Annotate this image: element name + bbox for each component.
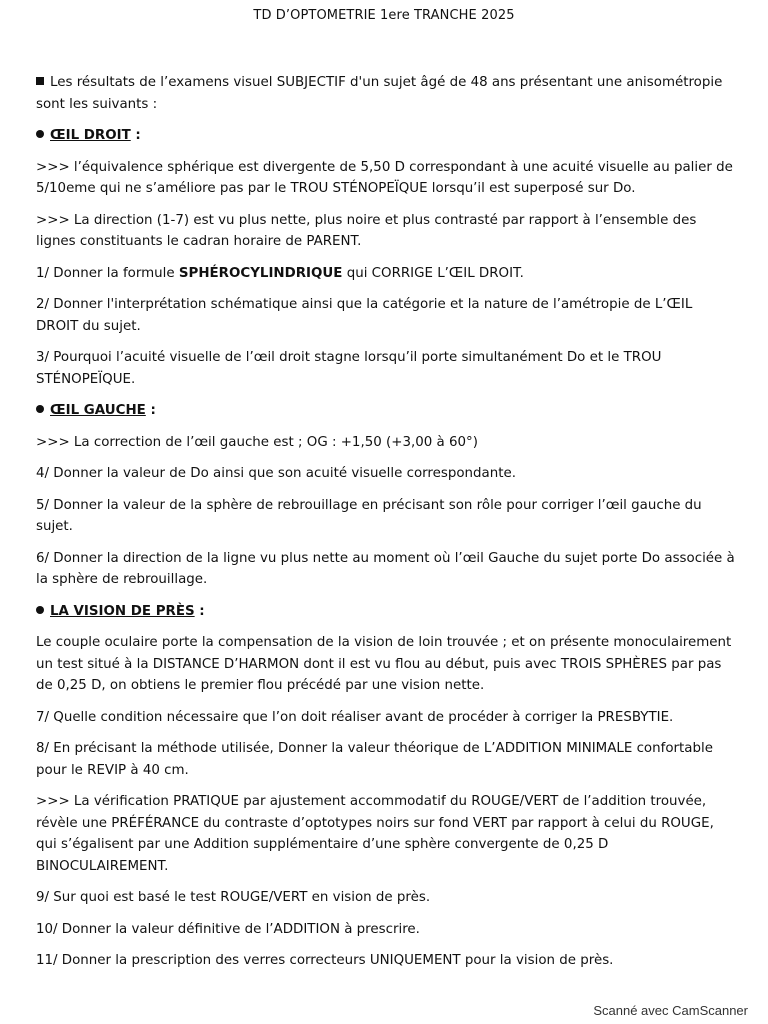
question-2: 2/ Donner l'interprétation schématique ainsi que la catégorie et la nature de l’amétropie de L’ŒIL DROIT du sujet. — [36, 297, 693, 334]
scanner-watermark: Scanné avec CamScanner — [593, 1003, 748, 1018]
question-10: 10/ Donner la valeur définitive de l’ADDITION à prescrire. — [36, 921, 420, 937]
question-7: 7/ Quelle condition nécessaire que l’on doit réaliser avant de procéder à corriger la PRESBYTIE. — [36, 709, 674, 725]
question-6: 6/ Donner la direction de la ligne vu plus nette au moment où l’œil Gauche du sujet porte Do associée à la sphère de rebrouillage. — [36, 550, 735, 587]
section-heading-oeil-gauche — [36, 400, 736, 422]
section-heading-label: LA VISION DE PRÈS — [50, 603, 195, 619]
og-statement-1: >>> La correction de l’œil gauche est ; OG : +1,50 (+3,00 à 60°) — [36, 434, 478, 450]
question-3: 3/ Pourquoi l’acuité visuelle de l’œil droit stagne lorsqu’il porte simultanément Do et le TROU STÉNOPEÏQUE. — [36, 350, 662, 387]
round-bullet-icon — [36, 606, 44, 614]
square-bullet-icon — [36, 77, 44, 85]
document-title: TD D’OPTOMETRIE 1ere TRANCHE 2025 — [253, 8, 515, 23]
section-heading-vision-de-pres — [36, 601, 736, 623]
question-1 — [36, 263, 736, 285]
question-9: 9/ Sur quoi est basé le test ROUGE/VERT en vision de près. — [36, 890, 431, 905]
od-statement-1: >>> l’équivalence sphérique est divergente de 5,50 D correspondant à une acuité visuelle au palier de 5/10eme qui ne s’améliore pas par le TROU STÉNOPEÏQUE lorsqu’il est superposé sur Do. — [36, 159, 733, 196]
intro-paragraph — [36, 72, 736, 115]
question-8: 8/ En précisant la méthode utilisée, Donner la valeur théorique de L’ADDITION MINIMALE confortable pour le REVIP à 40 cm. — [36, 741, 713, 778]
round-bullet-icon — [36, 130, 44, 138]
section-heading-suffix: : — [145, 403, 156, 418]
question-5: 5/ Donner la valeur de la sphère de rebrouillage en précisant son rôle pour corriger l’œil gauche du sujet. — [36, 497, 702, 534]
intro-text: Les résultats de l’examens visuel SUBJECTIF d'un sujet âgé de 48 ans présentant une anisométropie sont les suivants : — [36, 75, 723, 112]
section-heading-oeil-droit — [36, 125, 736, 147]
question-1-suffix: qui CORRIGE L’ŒIL DROIT. — [342, 265, 524, 281]
od-statement-2: >>> La direction (1-7) est vu plus nette, plus noire et plus contrasté par rapport à l’ensemble des lignes constituants le cadran horaire de PARENT. — [36, 212, 697, 249]
round-bullet-icon — [36, 405, 44, 413]
question-1-bold: SPHÉROCYLINDRIQUE — [178, 265, 343, 281]
document-body — [36, 72, 736, 982]
vp-statement-2: >>> La vérification PRATIQUE par ajustement accommodatif du ROUGE/VERT de l’addition trouvée, révèle une PRÉFÉRANCE du contraste d’optotypes noirs sur fond VERT par rapport à celui du ROUGE, qui s’égalisent par une Addition supplémentaire d’une sphère convergente de 0,25 D BINOCULAIREMENT. — [36, 794, 714, 874]
question-4: 4/ Donner la valeur de Do ainsi que son acuité visuelle correspondante. — [36, 466, 516, 481]
question-1-prefix: 1/ Donner la formule — [36, 265, 179, 281]
vp-statement-1: Le couple oculaire porte la compensation de la vision de loin trouvée ; et on présente monoculairement un test situé à la DISTANCE D’HARMON dont il est vu flou au début, puis avec TROIS SPHÈRES par pas de 0,25 D, on obtiens le premier flou précédé par une vision nette. — [36, 635, 732, 693]
section-heading-label: ŒIL GAUCHE — [50, 403, 146, 418]
question-11: 11/ Donner la prescription des verres correcteurs UNIQUEMENT pour la vision de près. — [36, 953, 614, 968]
section-heading-suffix: : — [194, 603, 205, 619]
section-heading-label: ŒIL DROIT — [50, 128, 131, 143]
section-heading-suffix: : — [130, 128, 141, 143]
